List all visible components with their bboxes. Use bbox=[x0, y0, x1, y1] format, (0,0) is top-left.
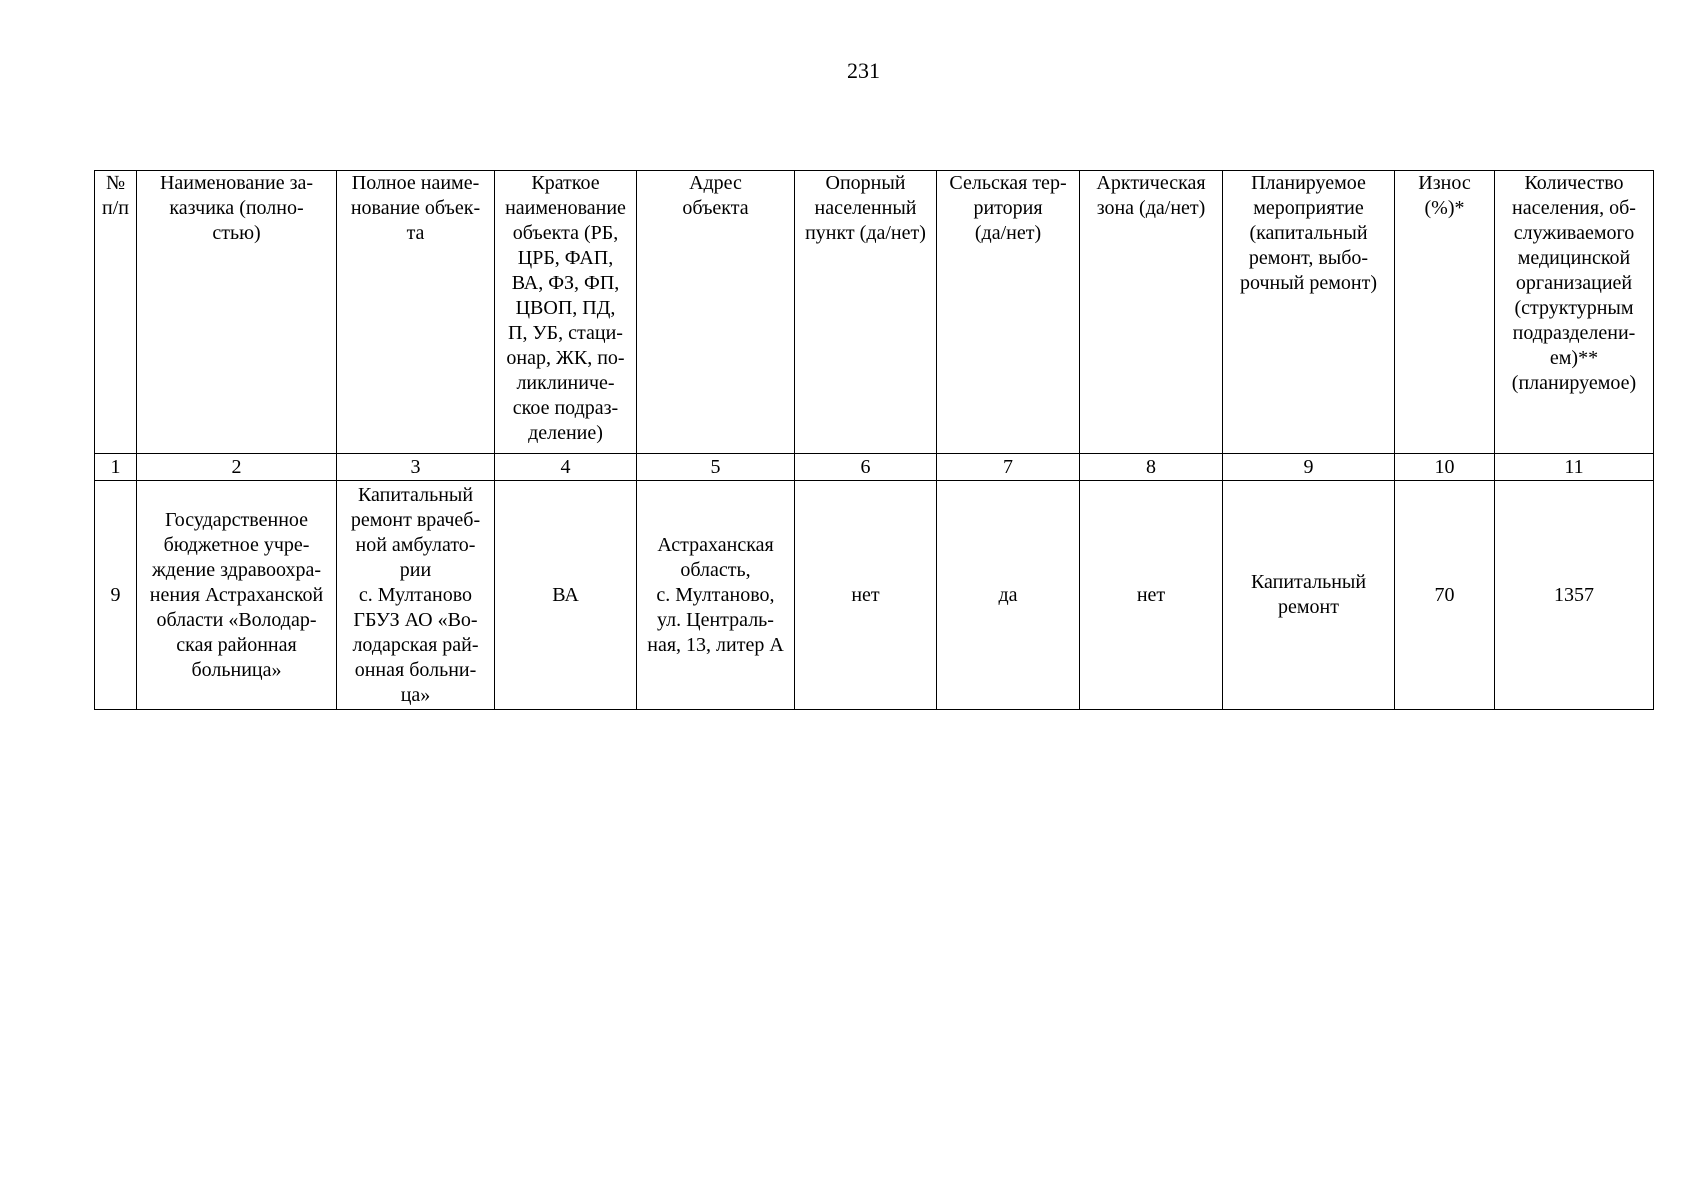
cell-arctic-zone: нет bbox=[1080, 481, 1223, 710]
table-header-row bbox=[95, 171, 1654, 454]
cell-population: 1357 bbox=[1495, 481, 1654, 710]
column-number-6: 6 bbox=[795, 454, 937, 481]
cell-full-name: Капитальный ремонт врачеб- ной амбулато- рии с. Мултаново ГБУЗ АО «Во- лодарская рай- онная больни- ца» bbox=[337, 481, 495, 710]
column-number-1: 1 bbox=[95, 454, 137, 481]
column-number-3: 3 bbox=[337, 454, 495, 481]
cell-address: Астраханская область, с. Мултаново, ул. Централь- ная, 13, литер А bbox=[637, 481, 795, 710]
cell-short-name: ВА bbox=[495, 481, 637, 710]
header-customer: Наименование за- казчика (полно- стью) bbox=[137, 171, 337, 454]
header-support-settlement: Опорный населенный пункт (да/нет) bbox=[795, 171, 937, 454]
header-planned-event: Планируемое мероприятие (капитальный ремонт, выбо- рочный ремонт) bbox=[1223, 171, 1395, 454]
column-number-7: 7 bbox=[937, 454, 1080, 481]
header-rural-territory: Сельская тер- ритория (да/нет) bbox=[937, 171, 1080, 454]
page-number: 231 bbox=[847, 58, 880, 83]
column-number-10: 10 bbox=[1395, 454, 1495, 481]
cell-rural-territory: да bbox=[937, 481, 1080, 710]
header-full-name: Полное наиме- нование объек- та bbox=[337, 171, 495, 454]
cell-wear: 70 bbox=[1395, 481, 1495, 710]
header-number: № п/п bbox=[95, 171, 137, 454]
header-short-name: Краткое наименование объекта (РБ, ЦРБ, ФАП, ВА, ФЗ, ФП, ЦВОП, ПД, П, УБ, стаци- онар, ЖК, по- ликлиниче- ское подраз- деление) bbox=[495, 171, 637, 454]
column-number-2: 2 bbox=[137, 454, 337, 481]
column-number-9: 9 bbox=[1223, 454, 1395, 481]
header-population: Количество населения, об- служиваемого медицинской организацией (структурным подразделени- ем)** (планируемое) bbox=[1495, 171, 1654, 454]
cell-customer: Государственное бюджетное учре- ждение здравоохра- нения Астраханской области «Володар- ская районная больница» bbox=[137, 481, 337, 710]
cell-support-settlement: нет bbox=[795, 481, 937, 710]
header-wear: Износ (%)* bbox=[1395, 171, 1495, 454]
column-number-5: 5 bbox=[637, 454, 795, 481]
table-row bbox=[95, 481, 1654, 710]
cell-planned-event: Капитальный ремонт bbox=[1223, 481, 1395, 710]
header-arctic-zone: Арктическая зона (да/нет) bbox=[1080, 171, 1223, 454]
column-number-11: 11 bbox=[1495, 454, 1654, 481]
facility-repair-table bbox=[94, 170, 1654, 710]
header-address: Адрес объекта bbox=[637, 171, 795, 454]
column-number-4: 4 bbox=[495, 454, 637, 481]
column-number-8: 8 bbox=[1080, 454, 1223, 481]
cell-number: 9 bbox=[95, 481, 137, 710]
column-number-row bbox=[95, 454, 1654, 481]
